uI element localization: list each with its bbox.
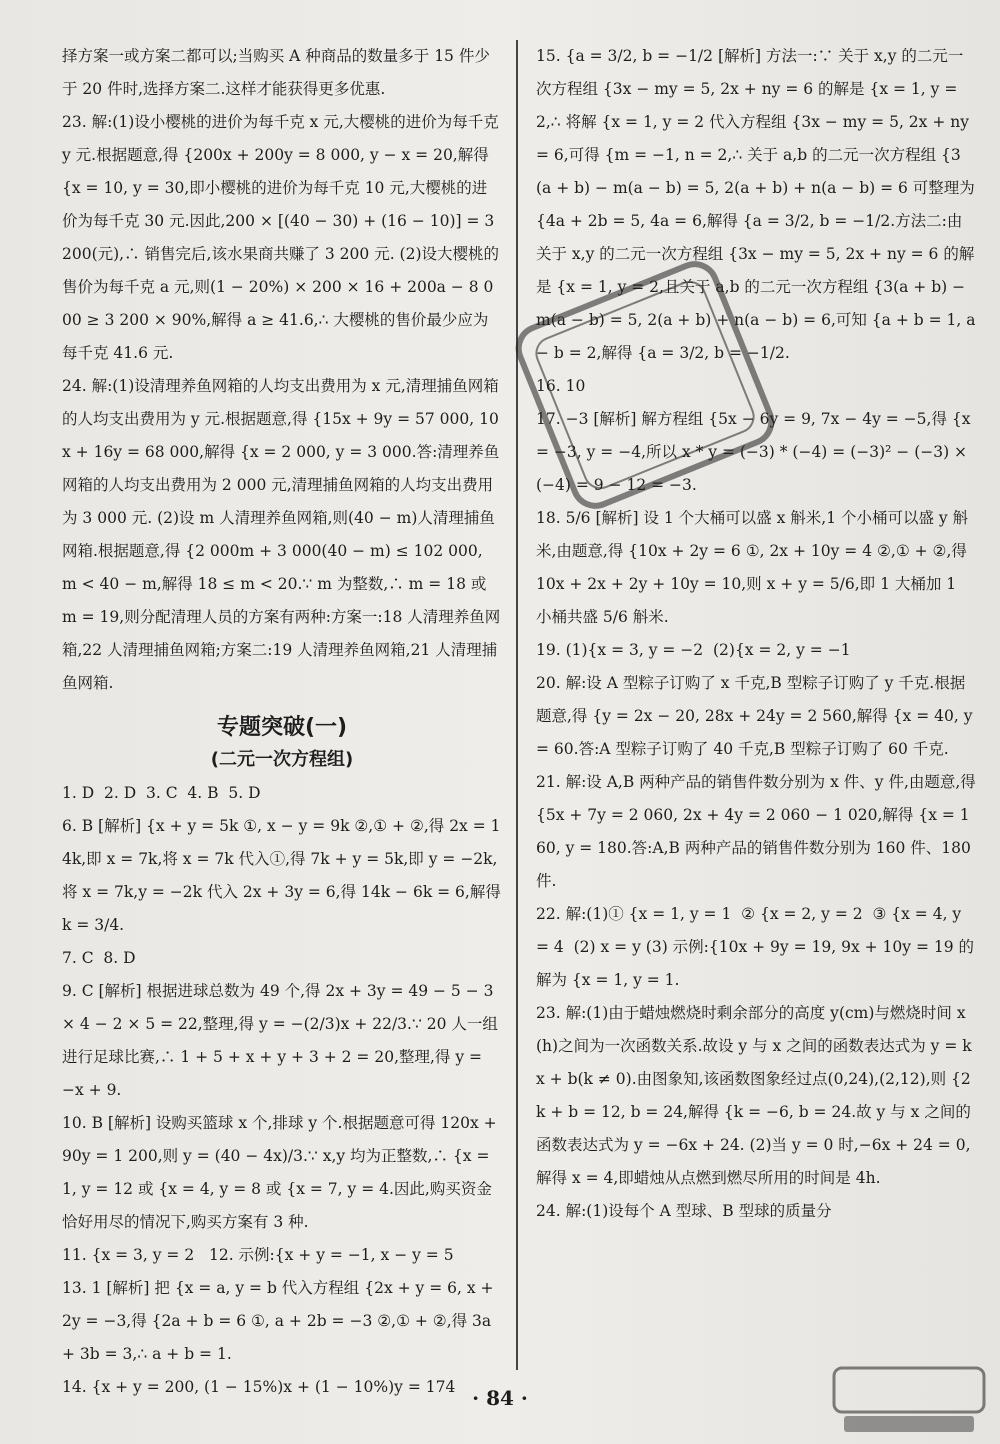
answer-item: 20. 解:设 A 型粽子订购了 x 千克,B 型粽子订购了 y 千克.根据题意,得 {y = 2x − 20, 28x + 24y = 2 560,解得 {x = 40, y = 60.答:A 型粽子订购了 40 千克,B 型粽子订购了 60 千克. xyxy=(536,674,978,758)
answer-item: 7. C 8. D xyxy=(62,949,136,967)
answer-item: 23. 解:(1)由于蜡烛燃烧时剩余部分的高度 y(cm)与燃烧时间 x(h)之间为一次函数关系.故设 y 与 x 之间的函数表达式为 y = kx + b(k ≠ 0).由图象知,该函数图象经过点(0,24),(2,12),则 {2k + b = 12, b = 24,解得 {k = −6, b = 24.故 y 与 x 之间的函数表达式为 y = −6x + 24. (2)当 y = 0 时,−6x + 24 = 0,解得 x = 4,即蜡烛从点燃到燃尽所用的时间是 4h. xyxy=(536,1004,972,1187)
answer-item: 24. 解:(1)设清理养鱼网箱的人均支出费用为 x 元,清理捕鱼网箱的人均支出费用为 y 元.根据题意,得 {15x + 9y = 57 000, 10x + 16y = 68 000,解得 {x = 2 000, y = 3 000.答:清理养鱼网箱的人均支出费用为 2 000 元,清理捕鱼网箱的人均支出费用为 3 000 元. (2)设 m 人清理养鱼网箱,则(40 − m)人清理捕鱼网箱.根据题意,得 {2 000m + 3 000(40 − m) ≤ 102 000, m < 40 − m,解得 18 ≤ m < 20.∵ m 为整数,∴ m = 18 或 m = 19,则分配清理人员的方案有两种:方案一:18 人清理养鱼网箱,22 人清理捕鱼网箱;方案二:19 人清理养鱼网箱,21 人清理捕鱼网箱. xyxy=(62,377,501,692)
answer-item: 6. B [解析] {x + y = 5k ①, x − y = 9k ②,① + ②,得 2x = 14k,即 x = 7k,将 x = 7k 代入①,得 7k + y = 5k,即 y = −2k,将 x = 7k,y = −2k 代入 2x + 3y = 6,得 14k − 6k = 6,解得 k = 3/4. xyxy=(62,817,506,934)
answer-item: 10. B [解析] 设购买篮球 x 个,排球 y 个.根据题意可得 120x + 90y = 1 200,则 y = (40 − 4x)/3.∵ x,y 均为正整数,∴ {x = 1, y = 12 或 {x = 4, y = 8 或 {x = 7, y = 4.因此,购买资金恰好用尽的情况下,购买方案有 3 种. xyxy=(62,1114,502,1231)
page-number: · 84 · xyxy=(472,1386,528,1410)
answer-item: 11. {x = 3, y = 2 12. 示例:{x + y = −1, x − y = 5 xyxy=(62,1246,454,1264)
section-title: 专题突破(一) xyxy=(216,715,348,740)
right-column xyxy=(536,40,981,1228)
answer-item: 24. 解:(1)设每个 A 型球、B 型球的质量分 xyxy=(536,1202,832,1220)
answer-item: 13. 1 [解析] 把 {x = a, y = b 代入方程组 {2x + y = 6, x + 2y = −3,得 {2a + b = 6 ①, a + 2b = −3 ②,① + ②,得 3a + 3b = 3,∴ a + b = 1. xyxy=(62,1279,499,1363)
answer-item: 21. 解:设 A,B 两种产品的销售件数分别为 x 件、y 件,由题意,得 {5x + 7y = 2 060, 2x + 4y = 2 060 − 1 020,解得 {x = 160, y = 180.答:A,B 两种产品的销售件数分别为 160 件、180 件. xyxy=(536,773,981,890)
answer-item: 23. 解:(1)设小樱桃的进价为每千克 x 元,大樱桃的进价为每千克 y 元.根据题意,得 {200x + 200y = 8 000, y − x = 20,解得 {x = 10, y = 30,即小樱桃的进价为每千克 10 元,大樱桃的进价为每千克 30 元.因此,200 × [(40 − 30) + (16 − 10)] = 3 200(元),∴ 销售完后,该水果商共赚了 3 200 元. (2)设大樱桃的售价为每千克 a 元,则(1 − 20%) × 200 × 16 + 200a − 8 000 ≥ 3 200 × 90%,解得 a ≥ 41.6,∴ 大樱桃的售价最少应为每千克 41.6 元. xyxy=(62,113,504,362)
answer-item: 17. −3 [解析] 解方程组 {5x − 6y = 9, 7x − 4y = −5,得 {x = −3, y = −4,所以 x * y = (−3) * (−4) = (−3)² − (−3) × (−4) = 9 − 12 = −3. xyxy=(536,410,976,494)
answer-item: 22. 解:(1)① {x = 1, y = 1 ② {x = 2, y = 2 ③ {x = 4, y = 4 (2) x = y (3) 示例:{10x + 9y = 19, 9x + 10y = 19 的解为 {x = 1, y = 1. xyxy=(536,905,975,989)
column-divider xyxy=(516,40,518,1370)
answer-item: 14. {x + y = 200, (1 − 15%)x + (1 − 10%)y = 174 xyxy=(62,1378,456,1396)
answer-item: 择方案一或方案二都可以;当购买 A 种商品的数量多于 15 件少于 20 件时,选择方案二.这样才能获得更多优惠. xyxy=(62,47,490,98)
answer-item: 9. C [解析] 根据进球总数为 49 个,得 2x + 3y = 49 − 5 − 3 × 4 − 2 × 5 = 22,整理,得 y = −(2/3)x + 22/3.∵ 20 人一组进行足球比赛,∴ 1 + 5 + x + y + 3 + 2 = 20,整理,得 y = −x + 9. xyxy=(62,982,499,1099)
answer-item: 16. 10 xyxy=(536,377,586,395)
answer-item: 18. 5/6 [解析] 设 1 个大桶可以盛 x 斛米,1 个小桶可以盛 y 斛米,由题意,得 {10x + 2y = 6 ①, 2x + 10y = 4 ②,① + ②,得 10x + 2x + 2y + 10y = 10,则 x + y = 5/6,即 1 大桶加 1 小桶共盛 5/6 斛米. xyxy=(536,509,972,626)
answer-item: 19. (1){x = 3, y = −2 (2){x = 2, y = −1 xyxy=(536,641,851,659)
left-column xyxy=(62,40,506,1404)
answer-item: 15. {a = 3/2, b = −1/2 [解析] 方法一:∵ 关于 x,y 的二元一次方程组 {3x − my = 5, 2x + ny = 6 的解是 {x = 1, y = 2,∴ 将解 {x = 1, y = 2 代入方程组 {3x − my = 5, 2x + ny = 6,可得 {m = −1, n = 2,∴ 关于 a,b 的二元一次方程组 {3(a + b) − m(a − b) = 5, 2(a + b) + n(a − b) = 6 可整理为 {4a + 2b = 5, 4a = 6,解得 {a = 3/2, b = −1/2.方法二:由关于 x,y 的二元一次方程组 {3x − my = 5, 2x + ny = 6 的解是 {x = 1, y = 2,且关于 a,b 的二元一次方程组 {3(a + b) − m(a − b) = 5, 2(a + b) + n(a − b) = 6,可知 {a + b = 1, a − b = 2,解得 {a = 3/2, b = −1/2. xyxy=(536,47,981,362)
answer-item: 1. D 2. D 3. C 4. B 5. D xyxy=(62,784,261,802)
section-subtitle: (二元一次方程组) xyxy=(210,749,354,770)
